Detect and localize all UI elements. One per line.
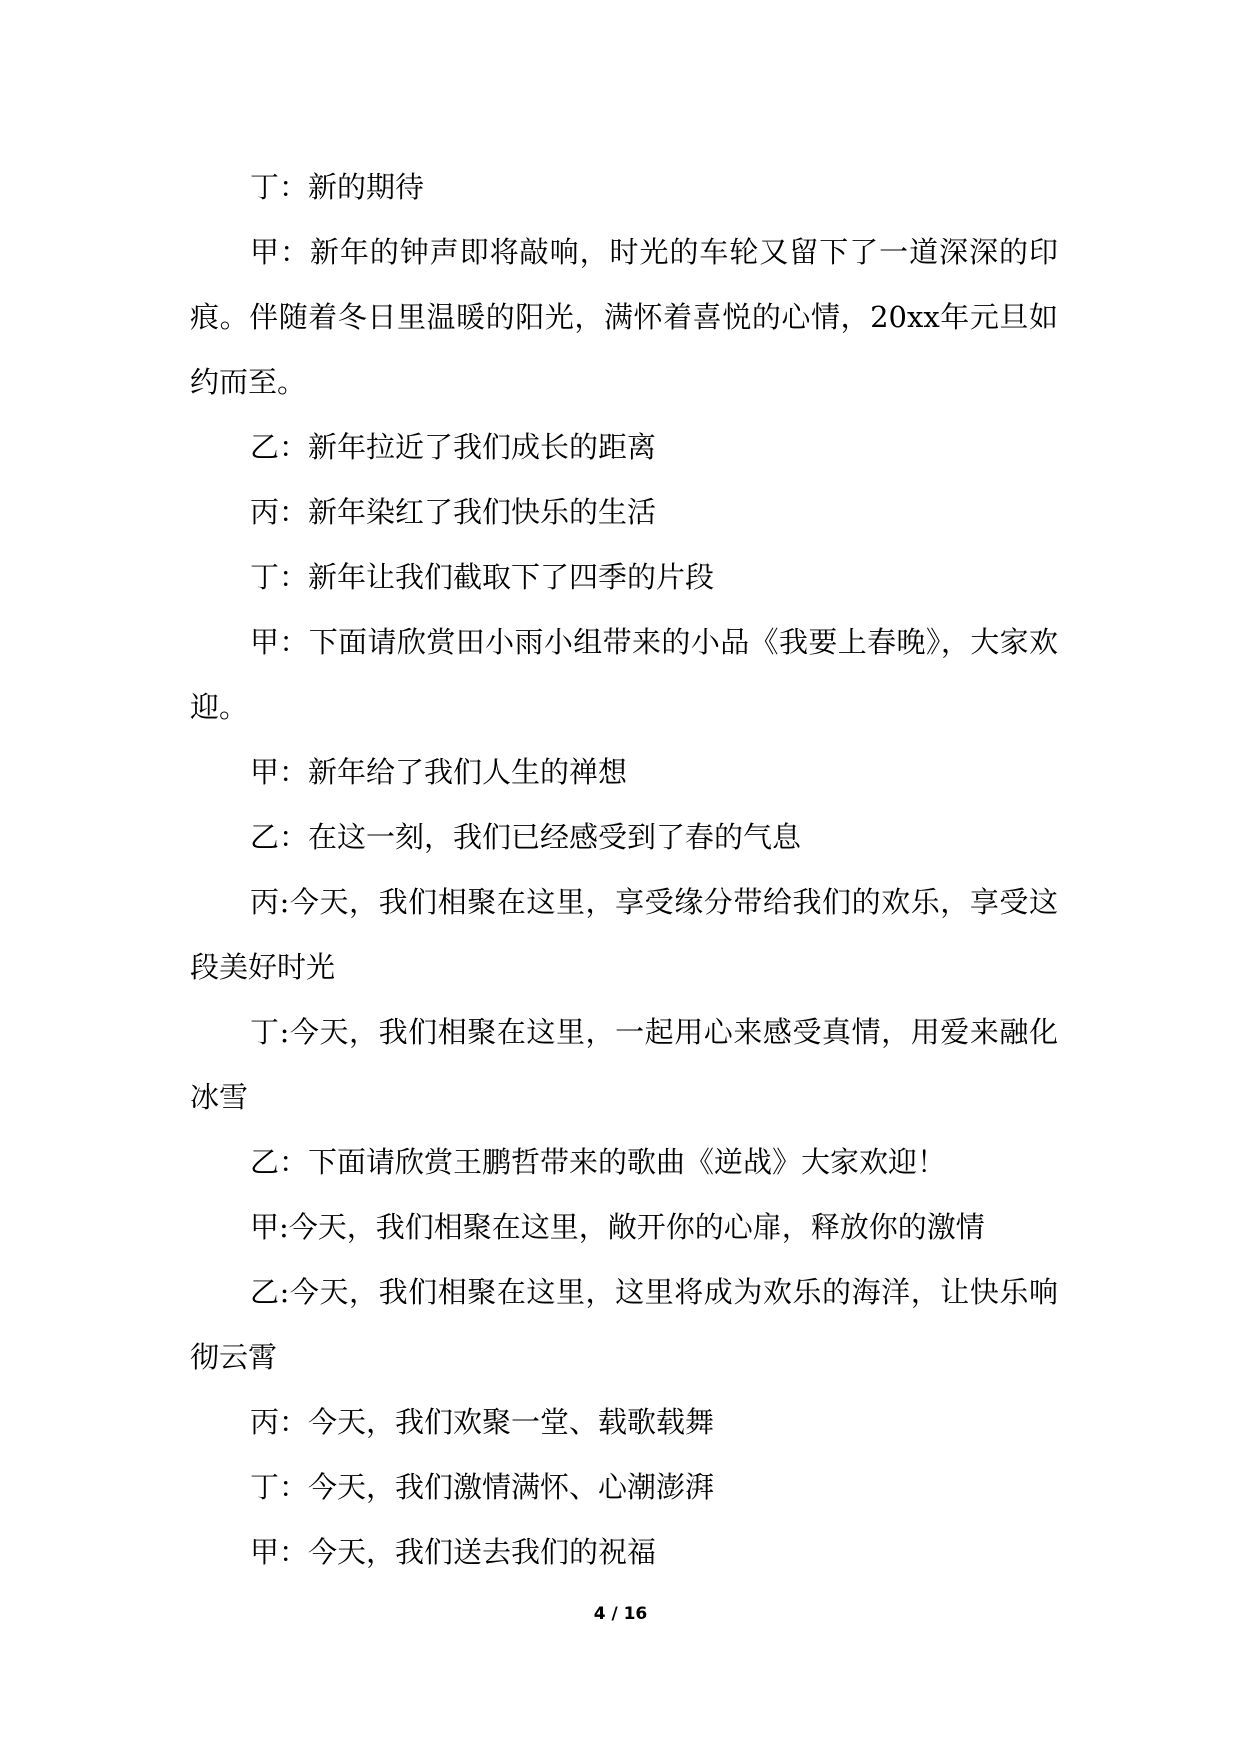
- paragraph: 甲：今天，我们送去我们的祝福: [250, 1535, 657, 1569]
- paragraph: 丁：今天，我们激情满怀、心潮澎湃: [250, 1470, 715, 1504]
- paragraph: 甲：下面请欣赏田小雨小组带来的小品《我要上春晚》，大家欢迎。: [190, 625, 1058, 724]
- paragraph: 乙：在这一刻，我们已经感受到了春的气息: [250, 820, 802, 854]
- paragraph: 甲：新年给了我们人生的禅想: [250, 755, 628, 789]
- paragraph: 丁：新年让我们截取下了四季的片段: [250, 560, 715, 594]
- paragraph: 丁:今天，我们相聚在这里，一起用心来感受真情，用爱来融化冰雪: [190, 1015, 1058, 1114]
- paragraph: 乙:今天，我们相聚在这里，这里将成为欢乐的海洋，让快乐响彻云霄: [190, 1275, 1058, 1374]
- paragraph: 乙：新年拉近了我们成长的距离: [250, 430, 657, 464]
- paragraph: 丙：新年染红了我们快乐的生活: [250, 495, 657, 529]
- paragraph: 乙：下面请欣赏王鹏哲带来的歌曲《逆战》大家欢迎！: [250, 1145, 947, 1179]
- paragraph: 甲:今天，我们相聚在这里，敞开你的心扉，释放你的激情: [250, 1210, 985, 1244]
- page-number: 4 / 16: [593, 1604, 648, 1624]
- paragraph: 丙：今天，我们欢聚一堂、载歌载舞: [250, 1405, 715, 1439]
- document-body: [190, 155, 1058, 1585]
- paragraph: 丙:今天，我们相聚在这里，享受缘分带给我们的欢乐，享受这段美好时光: [190, 885, 1058, 984]
- paragraph: 甲：新年的钟声即将敲响，时光的车轮又留下了一道深深的印痕。伴随着冬日里温暖的阳光，满怀着喜悦的心情，20xx年元旦如约而至。: [190, 235, 1058, 399]
- paragraph: 丁：新的期待: [250, 170, 425, 204]
